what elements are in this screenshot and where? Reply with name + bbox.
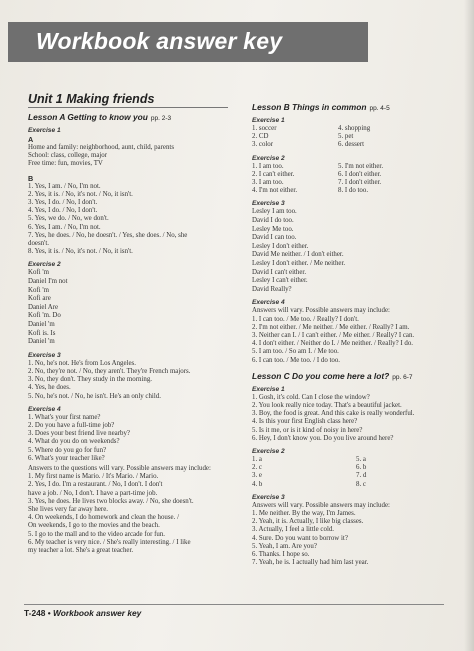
c-ex2-item: 3. e [252, 472, 262, 480]
ex4-answer: She lives very far away here. [28, 506, 108, 514]
c-ex2-item: 5. a [356, 456, 366, 463]
lesson-c-page: pp. 6-7 [392, 373, 413, 381]
ex3-dialog-line: Lesley I can't either. [252, 277, 308, 285]
ex1b-line: 5. Yes, we do. / No, we don't. [28, 215, 109, 223]
c-ex2-item: 8. c [356, 480, 366, 488]
ex4-question: 3. Does your best friend live nearby? [28, 430, 130, 438]
ex3-line: 5. No, he's not. / No, he isn't. He's an only child. [28, 392, 161, 400]
ex4-line: 4. I don't either. / Neither do I. / Me neither. / Really? I do. [252, 340, 414, 348]
c-ex2-item: 2. c [252, 464, 262, 472]
ex2-item: 8. I do too. [338, 187, 369, 195]
lesson-b-ex3-title: Exercise 3 [252, 200, 285, 208]
ex1b-line: 8. Yes, it is. / No, it's not. / No, it isn't. [28, 248, 133, 256]
ex1-item: 1. soccer [252, 125, 277, 132]
c-ex3-line: 6. Thanks. I hope so. [252, 551, 310, 559]
ex3-dialog-line: David Me neither. / I don't either. [252, 251, 344, 259]
ex2-line: Daniel Are [28, 303, 59, 311]
ex2-line: Kofi 'm [28, 286, 49, 294]
c-ex2-col-1 [252, 456, 312, 489]
ex4-note: Answers will vary. Possible answers may include: [252, 307, 390, 315]
ex2-line: Daniel 'm [28, 321, 55, 328]
ex1-col-1 [252, 125, 312, 150]
section-b-label: B [28, 173, 34, 183]
c-ex3-line: 1. Me neither. By the way, I'm James. [252, 510, 356, 518]
lesson-b-ex1-title: Exercise 1 [252, 117, 285, 124]
lesson-b-heading: Lesson B Things in common [252, 102, 367, 112]
ex3-dialog-line: David I can too. [252, 234, 297, 242]
ex2-item: 5. I'm not either. [338, 162, 384, 170]
ex3-dialog-line: David Really? [252, 285, 292, 293]
c-ex3-note: Answers will vary. Possible answers may include: [252, 501, 390, 509]
lesson-a-ex2-title: Exercise 2 [28, 261, 61, 269]
c-ex3-line: 7. Yeah, he is. I actually had him last year. [252, 559, 369, 567]
lesson-a-heading: Lesson A Getting to know you [28, 112, 148, 122]
ex4-question: 4. What do you do on weekends? [28, 438, 120, 446]
left-column [28, 92, 246, 555]
ex4-line: 3. Neither can I. / I can't either. / Me either. / Really? I can. [252, 331, 415, 339]
ex4-answer: 3. Yes, he does. He lives two blocks away. / No, she doesn't. [28, 497, 194, 505]
ex2-item: 4. I'm not either. [252, 187, 298, 195]
ex3-line: 1. No, he's not. He's from Los Angeles. [28, 359, 136, 367]
title-banner [8, 22, 368, 62]
ex1b-line: 2. Yes, it is. / No, it's not. / No, it isn't. [28, 190, 133, 198]
lesson-c-heading: Lesson C Do you come here a lot? [252, 370, 390, 381]
c-ex2-grid [252, 456, 452, 489]
ex1-item: 3. color [252, 141, 274, 149]
ex4-answer: 4. On weekends, I do homework and clean the house. / [28, 514, 179, 522]
ex1-item: 4. shopping [338, 125, 371, 132]
lesson-b-page: pp. 4-5 [369, 105, 390, 112]
ex1a-line: Free time: fun, movies, TV [28, 160, 103, 168]
lesson-c-ex1-title: Exercise 1 [252, 385, 285, 393]
ex4-answer: 2. Yes, I do. I'm a restaurant. / No, I don't. I don't [28, 481, 163, 489]
lesson-a-ex1-title: Exercise 1 [28, 127, 61, 134]
lesson-c-ex2-title: Exercise 2 [252, 448, 285, 455]
ex2-item: 3. I am too. [252, 179, 284, 187]
c-ex1-line: 4. Is this your first English class here? [252, 418, 358, 426]
ex1b-line: 4. Yes, I do. / No, I don't. [28, 207, 98, 215]
ex2-line: Kofi 'm [28, 269, 49, 277]
page-footer [24, 604, 444, 618]
ex3-dialog-line: Lesley I am too. [252, 208, 297, 216]
ex2-item: 6. I don't either. [338, 170, 382, 178]
ex3-line: 4. Yes, he does. [28, 384, 71, 392]
ex3-dialog-line: David I can't either. [252, 268, 307, 276]
ex2-col-1 [252, 163, 312, 196]
ex4-question: 5. Where do you go for fun? [28, 446, 107, 454]
c-ex3-line: 2. Yeah, it is. Actually, I like big classes. [252, 518, 364, 526]
c-ex2-item: 1. a [252, 456, 262, 463]
ex1a-line: Home and family: neighborhood, aunt, child, parents [28, 144, 175, 151]
ex1b-line: 6. Yes, I am. / No, I'm not. [28, 223, 101, 231]
ex3-dialog-line: Lesley I don't either. / Me neither. [252, 259, 346, 267]
ex4-answer: 1. My first name is Mario. / It's Mario. / Mario. [28, 473, 159, 481]
ex4-line: 1. I can too. / Me too. / Really? I don't. [252, 315, 359, 323]
c-ex1-line: 6. Hey, I don't know you. Do you live around here? [252, 434, 394, 442]
ex2-col-2 [338, 163, 398, 196]
ex3-line: 2. No, they're not. / No, they aren't. They're French majors. [28, 367, 191, 375]
ex2-item: 7. I don't either. [338, 179, 382, 187]
ex4-question: 1. What's your first name? [28, 413, 101, 421]
c-ex2-item: 4. b [252, 480, 263, 488]
ex2-line: Kofi are [28, 295, 51, 303]
ex1-grid [252, 125, 452, 150]
ex2-line: Kofi 'm. Do [28, 312, 61, 320]
ex3-dialog-line: David I do too. [252, 217, 294, 225]
lesson-b-title [252, 102, 452, 112]
lesson-a-page: pp. 2-3 [150, 115, 172, 122]
lesson-c-title [252, 371, 452, 381]
section-a-label: A [28, 135, 34, 144]
ex1-item: 6. dessert [338, 141, 365, 149]
lesson-a-ex3-title: Exercise 3 [28, 351, 61, 359]
ex4-answer: 5. I go to the mall and to the video arcade for fun. [28, 530, 166, 538]
ex2-line: Kofi is. Is [28, 329, 56, 337]
c-ex3-line: 4. Sure. Do you want to borrow it? [252, 534, 348, 542]
ex1b-line: 1. Yes, I am. / No, I'm not. [28, 182, 101, 190]
c-ex1-line: 3. Boy, the food is great. And this cake is really wonderful. [252, 410, 415, 418]
ex2-line: Daniel 'm [28, 338, 55, 346]
ex4-answer: have a job. / No, I don't. I have a part-time job. [28, 489, 158, 497]
lesson-b-ex4-title: Exercise 4 [252, 299, 285, 307]
lesson-b-ex2-title: Exercise 2 [252, 154, 285, 162]
c-ex1-line: 5. Is it me, or is it kind of noisy in here? [252, 426, 363, 434]
c-ex3-line: 3. Actually, I feel a little cold. [252, 526, 335, 534]
footer-page-number: T-248 [24, 608, 46, 618]
c-ex2-col-2 [356, 456, 416, 489]
ex4-line: 5. I am too. / So am I. / Me too. [252, 348, 339, 356]
ex4-answer: my teacher a lot. She's a great teacher. [28, 547, 134, 555]
ex1-item: 2. CD [252, 133, 269, 141]
ex2-item: 1. I am too. [252, 162, 284, 170]
ex4-note: Answers to the questions will vary. Possible answers may include: [28, 465, 211, 473]
ex1b-line: 3. Yes, I do. / No, I don't. [28, 199, 98, 207]
page-edge-shadow [464, 0, 474, 651]
ex3-dialog-line: Lesley I don't either. [252, 242, 309, 250]
ex2-line: Daniel I'm not [28, 278, 68, 286]
ex1b-line: 7. Yes, he does. / No, he doesn't. / Yes, she does. / No, she [28, 231, 188, 239]
lesson-c-ex3-title: Exercise 3 [252, 493, 285, 501]
ex1-col-2 [338, 125, 398, 150]
lesson-a-title [28, 112, 246, 122]
ex1-item: 5. pet [338, 133, 354, 141]
ex1a-line: School: class, college, major [28, 152, 108, 160]
c-ex2-item: 7. d [356, 472, 367, 480]
ex4-answer: 6. My teacher is very nice. / She's really interesting. / I like [28, 538, 191, 546]
ex4-answer: On weekends, I go to the movies and the beach. [28, 522, 160, 530]
lesson-a-ex4-title: Exercise 4 [28, 405, 61, 413]
c-ex1-line: 2. You look really nice today. That's a beautiful jacket. [252, 401, 402, 409]
banner-title: Workbook answer key [36, 28, 283, 54]
ex3-line: 3. No, they don't. They study in the morning. [28, 376, 152, 384]
c-ex1-line: 1. Gosh, it's cold. Can I close the window? [252, 393, 370, 401]
ex2-item: 2. I can't either. [252, 170, 295, 178]
ex4-question: 2. Do you have a full-time job? [28, 422, 115, 429]
ex2-grid [252, 163, 452, 196]
ex1b-line: doesn't. [28, 240, 49, 248]
ex4-line: 2. I'm not either. / Me neither. / Me either. / Really? I am. [252, 323, 410, 331]
unit-title: Unit 1 Making friends [28, 92, 228, 108]
c-ex3-line: 5. Yeah, I am. Are you? [252, 542, 317, 550]
ex4-line: 6. I can too. / Me too. / I do too. [252, 356, 341, 364]
ex3-dialog-line: Lesley Me too. [252, 225, 294, 233]
footer-bullet: • [47, 608, 51, 618]
c-ex2-item: 6. b [356, 464, 367, 472]
right-column [252, 100, 452, 567]
ex4-question: 6. What's your teacher like? [28, 454, 105, 462]
footer-title: Workbook answer key [53, 608, 142, 618]
